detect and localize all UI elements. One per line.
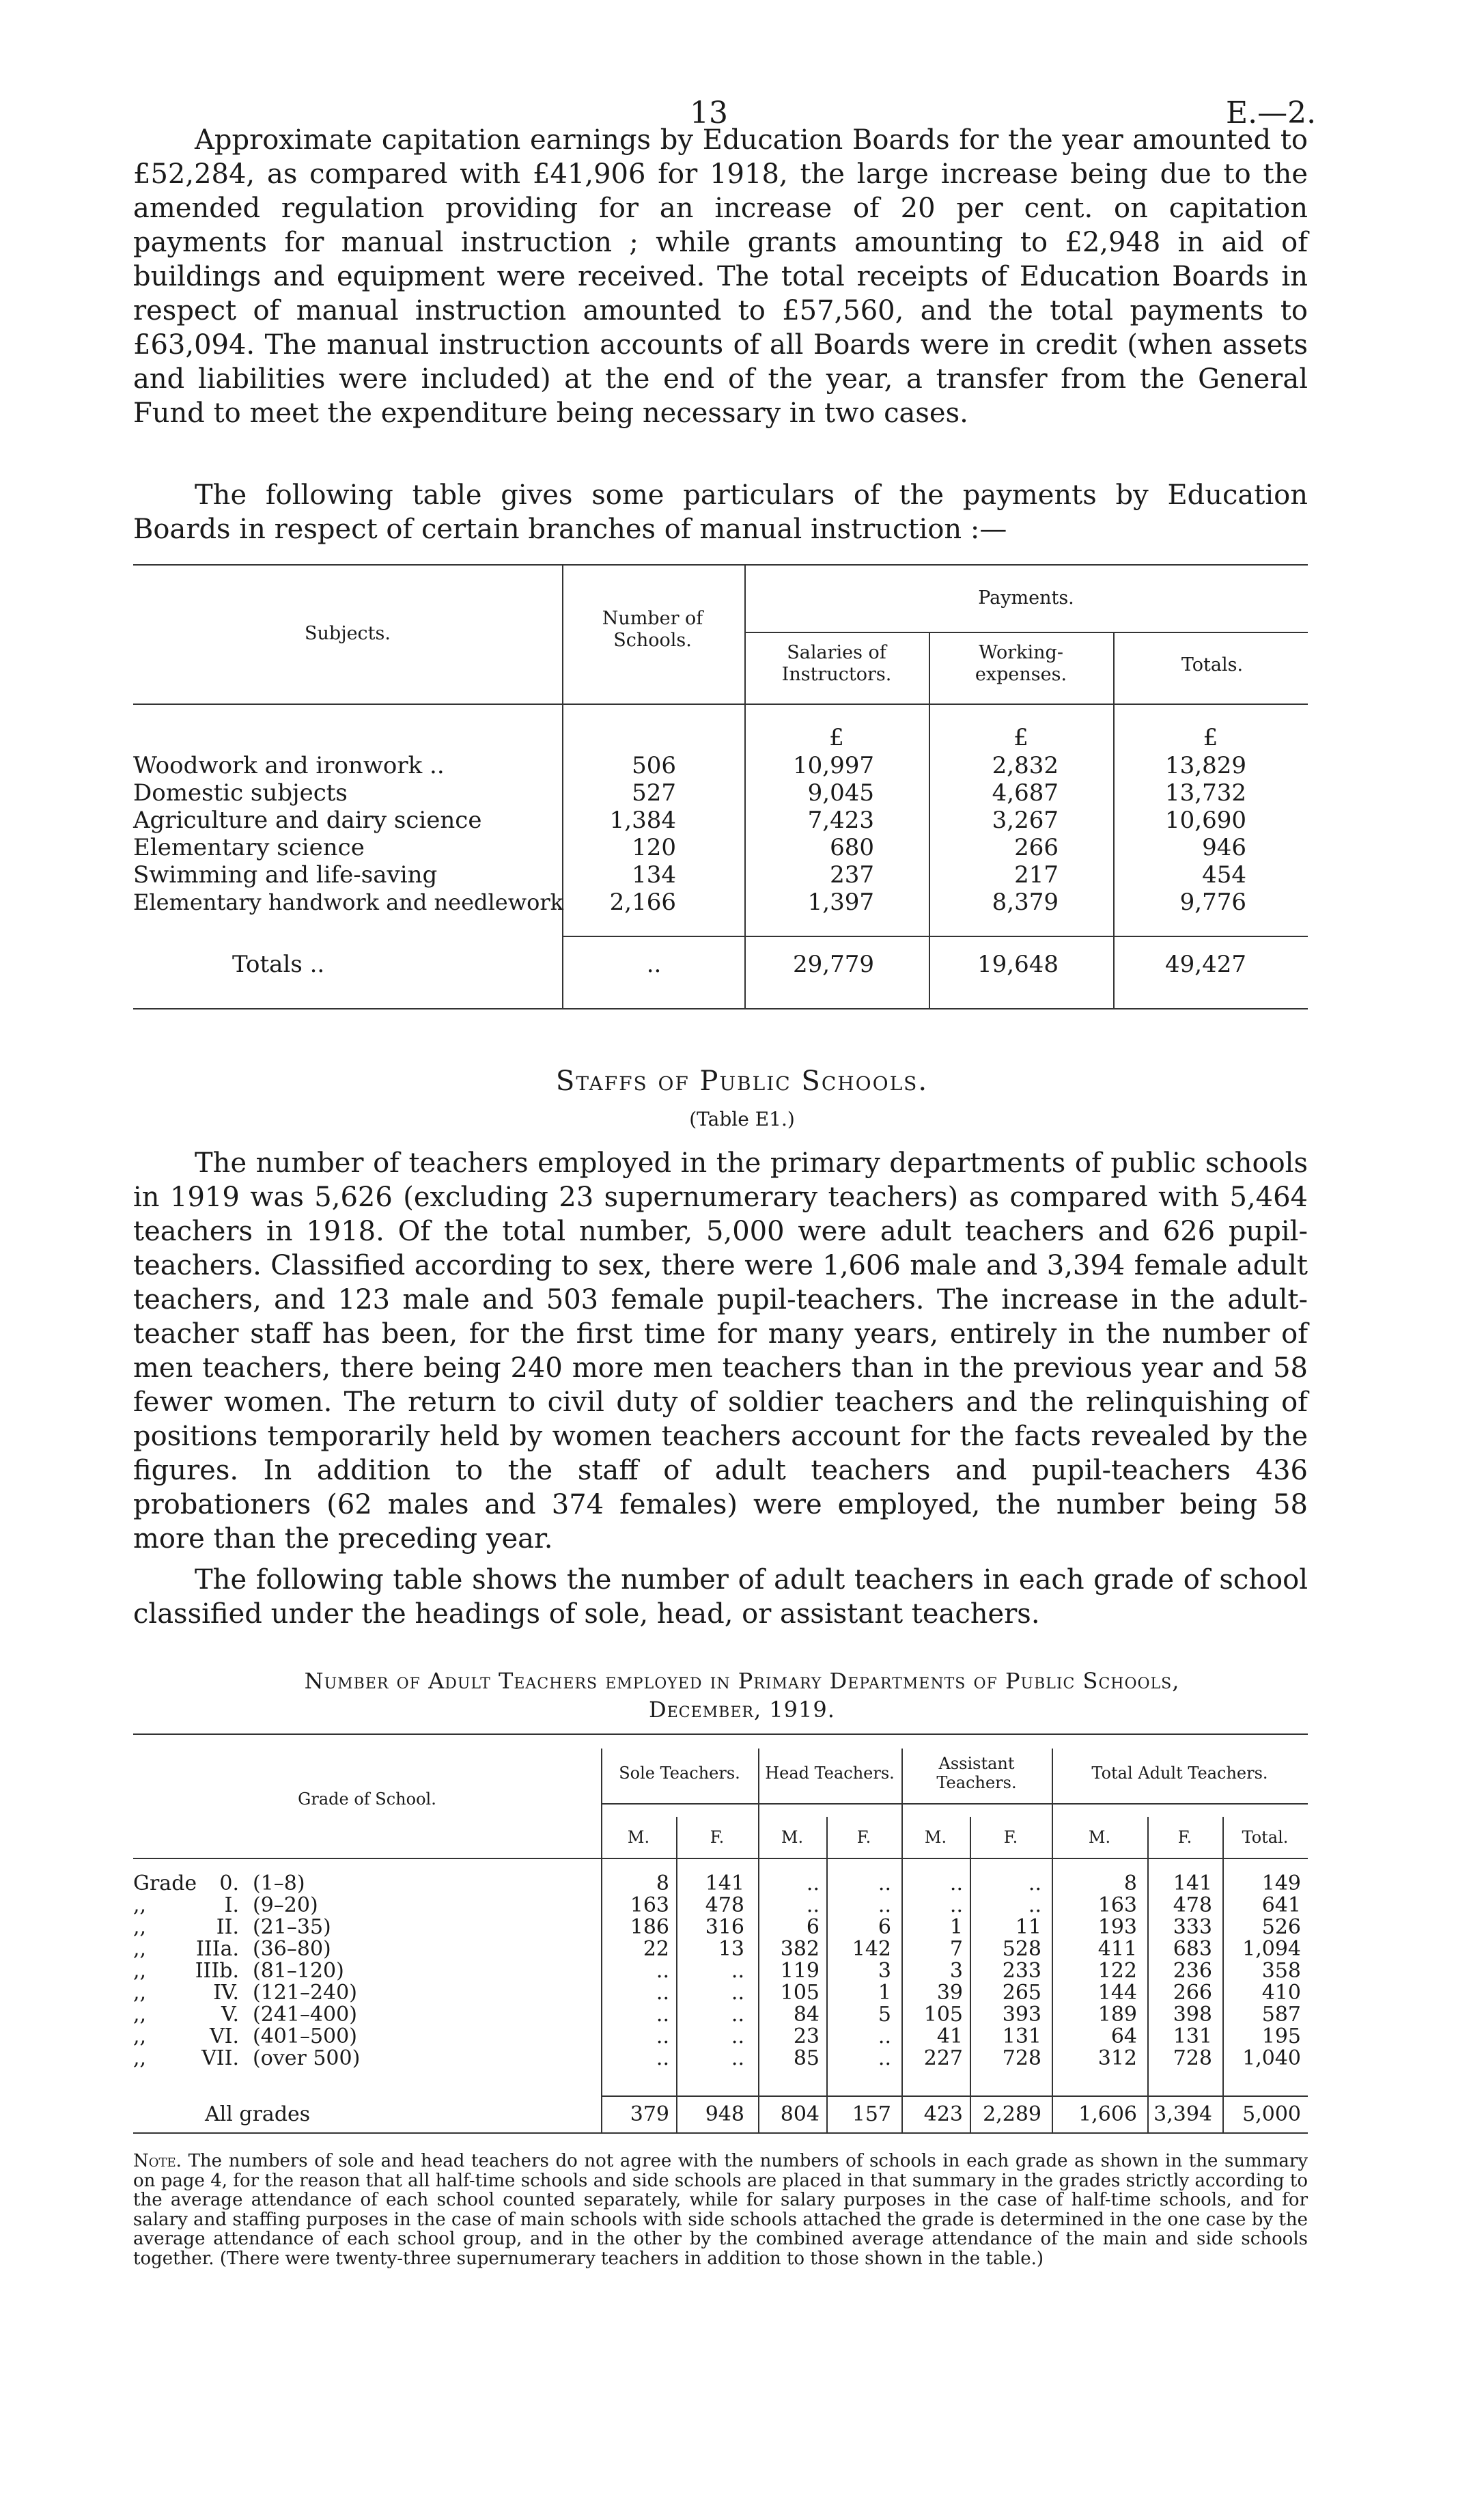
total-male: 64 (1110, 2024, 1137, 2048)
salaries-value: 680 (830, 834, 874, 861)
total-male: 189 (1097, 2003, 1137, 2027)
assistant-male: 227 (923, 2046, 963, 2070)
schools-value: 527 (632, 779, 676, 807)
assistant-female: 11 (1015, 1915, 1041, 1939)
total-value: 946 (1202, 834, 1246, 861)
teachers-table-title: Number of Adult Teachers employed in Primary Departments of Public Schools, (304, 1668, 1180, 1694)
total-male: 411 (1097, 1937, 1137, 1961)
assistant-female: 728 (1002, 2046, 1041, 2070)
salaries-total: 29,779 (793, 951, 874, 978)
sole-male-total: 379 (630, 2102, 669, 2126)
grade-numeral: IIIb. (195, 1959, 239, 1983)
total-female: 683 (1173, 1937, 1212, 1961)
teachers-table-title-date: December, 1919. (649, 1697, 835, 1723)
paragraph-grade-intro: The following table shows the number of adult teachers in each grade of school classified under the headings of sole, head, or assistant teachers. (133, 1564, 1308, 1630)
grade-range: (241–400) (253, 2003, 357, 2027)
salaries-value: 1,397 (807, 889, 874, 916)
assistant-female: 233 (1002, 1959, 1041, 1983)
head-female: .. (878, 1871, 891, 1895)
head-male: .. (806, 1871, 820, 1895)
header-sole-male: M. (627, 1828, 650, 1847)
grade-numeral: II. (216, 1915, 239, 1939)
sole-female: .. (731, 1981, 744, 2005)
total-all: 149 (1261, 1871, 1301, 1895)
total-all: 641 (1261, 1893, 1301, 1917)
sole-female: .. (731, 2024, 744, 2048)
total-value: 13,829 (1165, 752, 1246, 779)
head-male: 382 (780, 1937, 820, 1961)
total-all: 410 (1261, 1981, 1301, 2005)
header-subjects: Subjects. (305, 623, 391, 644)
totals-label: Totals .. (232, 951, 325, 978)
header-head-female: F. (856, 1828, 871, 1847)
grade-numeral: VI. (209, 2024, 239, 2048)
grade-numeral: IV. (213, 1981, 239, 2005)
grade-prefix: ,, (133, 1981, 147, 2005)
paragraph-table-intro: The following table gives some particulars of the payments by Education Boards in respect of certain branches of manual instruction :— (133, 479, 1308, 545)
subject-label: Elementary handwork and needlework (133, 889, 564, 915)
sole-male: .. (656, 1981, 669, 2005)
assistant-male: 105 (923, 2003, 963, 2027)
schools-value: 506 (632, 752, 676, 779)
working-value: 266 (1014, 834, 1059, 861)
grade-prefix: ,, (133, 1915, 147, 1939)
sole-male: 186 (630, 1915, 669, 1939)
table-rule (133, 564, 1308, 566)
header-total-male: M. (1088, 1828, 1111, 1847)
sole-male: .. (656, 2024, 669, 2048)
grade-prefix: Grade (133, 1871, 197, 1895)
table-rule (133, 1008, 1308, 1009)
header-sole-female: F. (710, 1828, 725, 1847)
total-female-total: 3,394 (1153, 2102, 1212, 2126)
head-female: .. (878, 1893, 891, 1917)
grade-range: (121–240) (253, 1981, 357, 2005)
total-all: 587 (1261, 2003, 1301, 2027)
total-all: 1,094 (1242, 1937, 1301, 1961)
header-salaries: Salaries of Instructors. (781, 642, 892, 685)
table-rule (563, 936, 1308, 937)
total-male: 144 (1097, 1981, 1137, 2005)
head-male: 23 (793, 2024, 820, 2048)
head-female: 3 (878, 1959, 891, 1983)
table-column-rule (744, 564, 746, 1008)
salaries-value: 237 (830, 861, 874, 889)
sole-male: 22 (643, 1937, 669, 1961)
grade-range: (9–20) (253, 1893, 318, 1917)
grade-range: (81–120) (253, 1959, 344, 1983)
head-male: 84 (793, 2003, 820, 2027)
assistant-male: 7 (949, 1937, 963, 1961)
sole-female: 141 (705, 1871, 744, 1895)
header-number-of-schools: Number of Schools. (602, 608, 703, 651)
sole-female: .. (731, 1959, 744, 1983)
subject-label: Domestic subjects (133, 779, 348, 807)
total-female: 333 (1173, 1915, 1212, 1939)
head-male: 119 (780, 1959, 820, 1983)
header-working-expenses: Working-expenses. (975, 642, 1067, 685)
total-all: 358 (1261, 1959, 1301, 1983)
working-value: 8,379 (992, 889, 1059, 916)
grade-prefix: ,, (133, 2003, 147, 2027)
head-male: .. (806, 1893, 820, 1917)
sole-male: 163 (630, 1893, 669, 1917)
total-value: 454 (1202, 861, 1246, 889)
sole-male: .. (656, 2046, 669, 2070)
header-total-all: Total. (1242, 1828, 1289, 1847)
head-female: .. (878, 2024, 891, 2048)
paragraph-capitation: Approximate capitation earnings by Education Boards for the year amounted to £52,284, as compared with £41,906 for 1918, the large increase being due to the amended regulation providing for an increase of 20 per cent. on capitation payments for manual instruction ; while grants amounting to £2,948 in aid of buildings and equipment were received. The total receipts of Education Boards in respect of manual instruction amounted to £57,560, and the total payments to £63,094. The manual instruction accounts of all Boards were in credit (when assets and liabilities were included) at the end of the year, a transfer from the General Fund to meet the expenditure being necessary in two cases. (133, 124, 1308, 429)
header-grade-of-school: Grade of School. (298, 1789, 436, 1809)
currency-symbol: £ (1203, 724, 1218, 751)
grand-total: 49,427 (1165, 951, 1246, 978)
assistant-male: .. (949, 1871, 963, 1895)
section-title: Staffs of Public Schools. (555, 1066, 929, 1097)
currency-symbol: £ (829, 724, 844, 751)
schools-total: .. (646, 951, 662, 978)
head-male: 105 (780, 1981, 820, 2005)
working-value: 3,267 (992, 807, 1059, 834)
head-female: 5 (878, 2003, 891, 2027)
grade-range: (1–8) (253, 1871, 305, 1895)
table-rule (133, 2132, 1308, 2134)
schools-value: 134 (632, 861, 676, 889)
grade-numeral: VII. (201, 2046, 239, 2070)
grade-prefix: ,, (133, 1937, 147, 1961)
sole-male: .. (656, 2003, 669, 2027)
assistant-male-total: 423 (923, 2102, 963, 2126)
table-rule (601, 1803, 1308, 1805)
total-all: 1,040 (1242, 2046, 1301, 2070)
assistant-male: .. (949, 1893, 963, 1917)
grade-range: (21–35) (253, 1915, 331, 1939)
table-rule (133, 1858, 1308, 1859)
grade-numeral: 0. (219, 1871, 239, 1895)
paragraph-teachers: The number of teachers employed in the primary departments of public schools in 1919 was 5,626 (excluding 23 supernumerary teachers) as compared with 5,464 teachers in 1918. Of the total number, 5,000 were adult teachers and 626 pupil-teachers. Classified according to sex, there were 1,606 male and 3,394 female adult teachers, and 123 male and 503 female pupil-teachers. The increase in the adult-teacher staff has been, for the first time for many years, entirely in the number of men teachers, there being 240 more men teachers than in the previous year and 58 fewer women. The return to civil duty of soldier teachers and the relinquishing of positions temporarily held by women teachers account for the facts revealed by the figures. In addition to the staff of adult teachers and pupil-teachers 436 probationers (62 males and 374 females) were employed, the number being 58 more than the preceding year. (133, 1147, 1308, 1555)
schools-value: 120 (632, 834, 676, 861)
grade-prefix: ,, (133, 1893, 147, 1917)
table-rule (744, 632, 1308, 633)
table-column-rule (929, 632, 930, 1008)
grade-range: (over 500) (253, 2046, 361, 2070)
header-sole-teachers: Sole Teachers. (619, 1764, 740, 1783)
schools-value: 2,166 (609, 889, 676, 916)
total-male: 8 (1123, 1871, 1137, 1895)
grade-prefix: ,, (133, 1959, 147, 1983)
salaries-value: 10,997 (793, 752, 874, 779)
header-payments: Payments. (978, 587, 1074, 609)
subject-label: Swimming and life-saving (133, 861, 438, 889)
total-male: 193 (1097, 1915, 1137, 1939)
header-total-female: F. (1177, 1828, 1192, 1847)
total-value: 9,776 (1179, 889, 1246, 916)
sole-female: .. (731, 2046, 744, 2070)
header-assistant-teachers: Assistant Teachers. (936, 1754, 1017, 1792)
grade-numeral: V. (221, 2003, 239, 2027)
table-rule (601, 2095, 1308, 2097)
grade-numeral: IIIa. (196, 1937, 239, 1961)
total-female: 728 (1173, 2046, 1212, 2070)
assistant-male: 3 (949, 1959, 963, 1983)
salaries-value: 9,045 (807, 779, 874, 807)
sole-male: .. (656, 1959, 669, 1983)
head-female: 1 (878, 1981, 891, 2005)
working-value: 217 (1014, 861, 1059, 889)
sole-female: 13 (718, 1937, 744, 1961)
total-female: 236 (1173, 1959, 1212, 1983)
assistant-female: .. (1028, 1893, 1041, 1917)
header-assistant-male: M. (924, 1828, 947, 1847)
sole-female: 478 (705, 1893, 744, 1917)
header-head-male: M. (781, 1828, 804, 1847)
head-female: 6 (878, 1915, 891, 1939)
totals-label: All grades (205, 2102, 311, 2126)
header-total-adult-teachers: Total Adult Teachers. (1091, 1764, 1268, 1783)
note-text: The numbers of sole and head teachers do not agree with the numbers of schools in each grade as shown in the summary on page 4, for the reason that all half-time schools and side schools are placed in that summary in the grades strictly according to the average attendance of each school counted separately, while for salary purposes in the case of half-time schools, and for salary and staffing purposes in the case of main schools with side schools attached the grade is determined in the one case by the average attendance of each school group, and in the other by the combined average attendance of the main and side schools together. (There were twenty-three supernumerary teachers in addition to those shown in the table.) (133, 2151, 1308, 2269)
total-female: 141 (1173, 1871, 1212, 1895)
subject-label: Agriculture and dairy science (133, 807, 482, 834)
assistant-female: 528 (1002, 1937, 1041, 1961)
footnote (133, 2151, 1308, 2268)
total-female: 131 (1173, 2024, 1212, 2048)
head-male: 85 (793, 2046, 820, 2070)
assistant-female: 265 (1002, 1981, 1041, 2005)
total-female: 398 (1173, 2003, 1212, 2027)
head-female: 142 (852, 1937, 891, 1961)
subject-label: Elementary science (133, 834, 365, 861)
grand-total: 5,000 (1242, 2102, 1301, 2126)
table-column-rule (1113, 632, 1115, 1008)
working-total: 19,648 (977, 951, 1059, 978)
total-all: 195 (1261, 2024, 1301, 2048)
head-female: .. (878, 2046, 891, 2070)
grade-prefix: ,, (133, 2046, 147, 2070)
assistant-female-total: 2,289 (983, 2102, 1041, 2126)
sole-female: 316 (705, 1915, 744, 1939)
grade-prefix: ,, (133, 2024, 147, 2048)
assistant-male: 1 (949, 1915, 963, 1939)
total-value: 10,690 (1165, 807, 1246, 834)
total-female: 478 (1173, 1893, 1212, 1917)
note-label: Note. (133, 2151, 182, 2171)
sole-male: 8 (656, 1871, 669, 1895)
currency-symbol: £ (1013, 724, 1028, 751)
header-head-teachers: Head Teachers. (765, 1764, 895, 1783)
grade-range: (401–500) (253, 2024, 357, 2048)
working-value: 4,687 (992, 779, 1059, 807)
total-male-total: 1,606 (1078, 2102, 1137, 2126)
total-male: 312 (1097, 2046, 1137, 2070)
working-value: 2,832 (992, 752, 1059, 779)
table-column-rule (562, 564, 563, 1008)
sole-female: .. (731, 2003, 744, 2027)
assistant-female: .. (1028, 1871, 1041, 1895)
total-all: 526 (1261, 1915, 1301, 1939)
assistant-male: 39 (936, 1981, 963, 2005)
assistant-male: 41 (936, 2024, 963, 2048)
total-male: 122 (1097, 1959, 1137, 1983)
total-female: 266 (1173, 1981, 1212, 2005)
head-male-total: 804 (780, 2102, 820, 2126)
page-number: 13 (690, 96, 728, 130)
assistant-female: 393 (1002, 2003, 1041, 2027)
total-value: 13,732 (1165, 779, 1246, 807)
page-reference: E.—2. (1226, 96, 1317, 130)
table-rule (133, 1733, 1308, 1735)
head-female-total: 157 (852, 2102, 891, 2126)
header-assistant-female: F. (1003, 1828, 1018, 1847)
grade-numeral: I. (224, 1893, 239, 1917)
sole-female-total: 948 (705, 2102, 744, 2126)
section-subtitle: (Table E1.) (689, 1108, 795, 1130)
header-totals: Totals. (1181, 654, 1244, 676)
grade-range: (36–80) (253, 1937, 331, 1961)
subject-label: Woodwork and ironwork .. (133, 752, 445, 779)
assistant-female: 131 (1002, 2024, 1041, 2048)
salaries-value: 7,423 (807, 807, 874, 834)
schools-value: 1,384 (609, 807, 676, 834)
head-male: 6 (806, 1915, 820, 1939)
total-male: 163 (1097, 1893, 1137, 1917)
table-rule (133, 704, 1308, 705)
